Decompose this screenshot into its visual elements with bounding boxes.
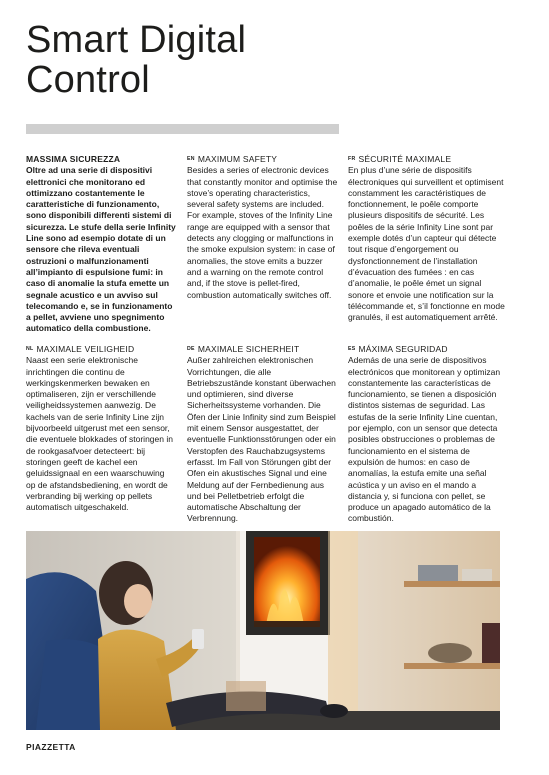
section-body-it: Oltre ad una serie di dispositivi elettronici che monitorano ed ottimizzano costantemente le caratteristiche di funzionamento, sono disponibili differenti sistemi di sicurezza. Le stufe della serie Infinity Line sono ad esempio dotate di un sensore che rileva eventuali ostruzioni o malfunzionamenti all’impianto di espulsione fumi: in caso di anomalie la stufa emette un segnale acustico e un avviso sul telecomando e, se in funzionamento a pellet, avviene uno spegnimento automatico della combustione.	[26, 165, 176, 334]
language-code-nl: NL	[26, 346, 34, 352]
language-code-de: DE	[187, 346, 195, 352]
section-heading-fr	[348, 154, 508, 165]
section-heading-en	[187, 154, 339, 165]
language-code-es: ES	[348, 346, 356, 352]
title-divider-bar	[26, 124, 339, 134]
section-body-nl: Naast een serie elektronische inrichtingen die continu de werkingskenmerken bewaken en optimaliseren, zijn er verschillende veiligheidssystemen aanwezig. De kachels van de serie Infinity Line zijn bijvoorbeeld uitgerust met een sensor, die eventuele blokkades of storingen in de rookgasafvoer detecteert: bij storingen geeft de kachel een geluidssignaal en een waarschuwing op de afstandsbediening, en wordt de verbranding bij werking op pellets automatisch uitgeschakeld.	[26, 355, 173, 513]
section-heading-de-text: MAXIMALE SICHERHEIT	[197, 344, 300, 354]
language-code-en: EN	[187, 156, 195, 162]
section-spanish	[348, 344, 508, 525]
section-english	[187, 154, 339, 301]
section-heading-en-text: MAXIMUM SAFETY	[197, 154, 278, 164]
section-body-fr: En plus d’une série de dispositifs électroniques qui surveillent et optimisent constamment les caractéristiques de fonctionnement, le poêle comporte plusieurs dispositifs de sécurité. Les poêles de la série Infinity Line sont par exemple dotés d’un capteur qui détecte tout risque d’engorgement ou dysfonctionnement de l’installation d’évacuation des fumées : en cas d’anomalie, le poêle émet un signal sonore et envoie une notification sur la télécommande et, s’il fonctionne en mode granulés, il est automatiquement arrêté.	[348, 165, 505, 323]
section-body-en: Besides a series of electronic devices that constantly monitor and optimise the stove’s operating characteristics, several safety systems are included. For example, stoves of the Infinity Line range are equipped with a sensor that detects any clogging or malfunctions in the smoke expulsion system: in case of anomalies, the stove emits a buzzer and a warning on the remote control and, if the stove is pellet-fired, combustion automatically switches off.	[187, 165, 338, 300]
section-heading-de	[187, 344, 339, 355]
section-italian	[26, 154, 176, 335]
page-title	[26, 20, 246, 100]
section-body-es: Además de una serie de dispositivos electrónicos que monitorean y optimizan constantemente las características de funcionamiento, se tienen a disposición distintos sistemas de seguridad. Las estufas de la serie Infinity Line cuentan, por ejemplo, con un sensor que detecta posibles obstrucciones o problemas de funcionamiento en el sistema de expulsión de humos: en caso de anomalías, la estufa emite una señal acústica y un aviso en el mando a distancia y, si funciona con pellet, se produce un apagado automático de la combustión.	[348, 355, 501, 524]
page-title-line-1: Smart Digital	[26, 19, 247, 61]
section-heading-it: MASSIMA SICUREZZA	[26, 154, 121, 164]
section-body-de: Außer zahlreichen elektronischen Vorrichtungen, die alle Betriebszustände konstant überwachen und optimieren, sind diverse Sicherheitssysteme vorhanden. Die Öfen der Linie Infinity sind zum Beispiel mit einem Sensor ausgestattet, der eventuelle Funktionsstörungen oder ein Verstopfen des Rauchabzugsystems erfasst. Im Fall von Störungen gibt der Ofen ein akustisches Signal und eine Meldung auf der Fernbedienung aus und bei Pelletbetrieb erfolgt die automatische Abschaltung der Verbrennung.	[187, 355, 336, 524]
stove-living-room-photo	[26, 531, 500, 730]
section-german	[187, 344, 339, 525]
page-title-line-2: Control	[26, 59, 150, 101]
language-code-fr: FR	[348, 156, 356, 162]
section-heading-es	[348, 344, 508, 355]
section-heading-nl-text: MAXIMALE VEILIGHEID	[36, 344, 135, 354]
section-heading-es-text: MÁXIMA SEGURIDAD	[358, 344, 448, 354]
section-heading-nl	[26, 344, 176, 355]
brand-footer: PIAZZETTA	[26, 742, 76, 752]
section-heading-fr-text: SÉCURITÉ MAXIMALE	[358, 154, 452, 164]
section-french	[348, 154, 508, 323]
section-dutch	[26, 344, 176, 513]
